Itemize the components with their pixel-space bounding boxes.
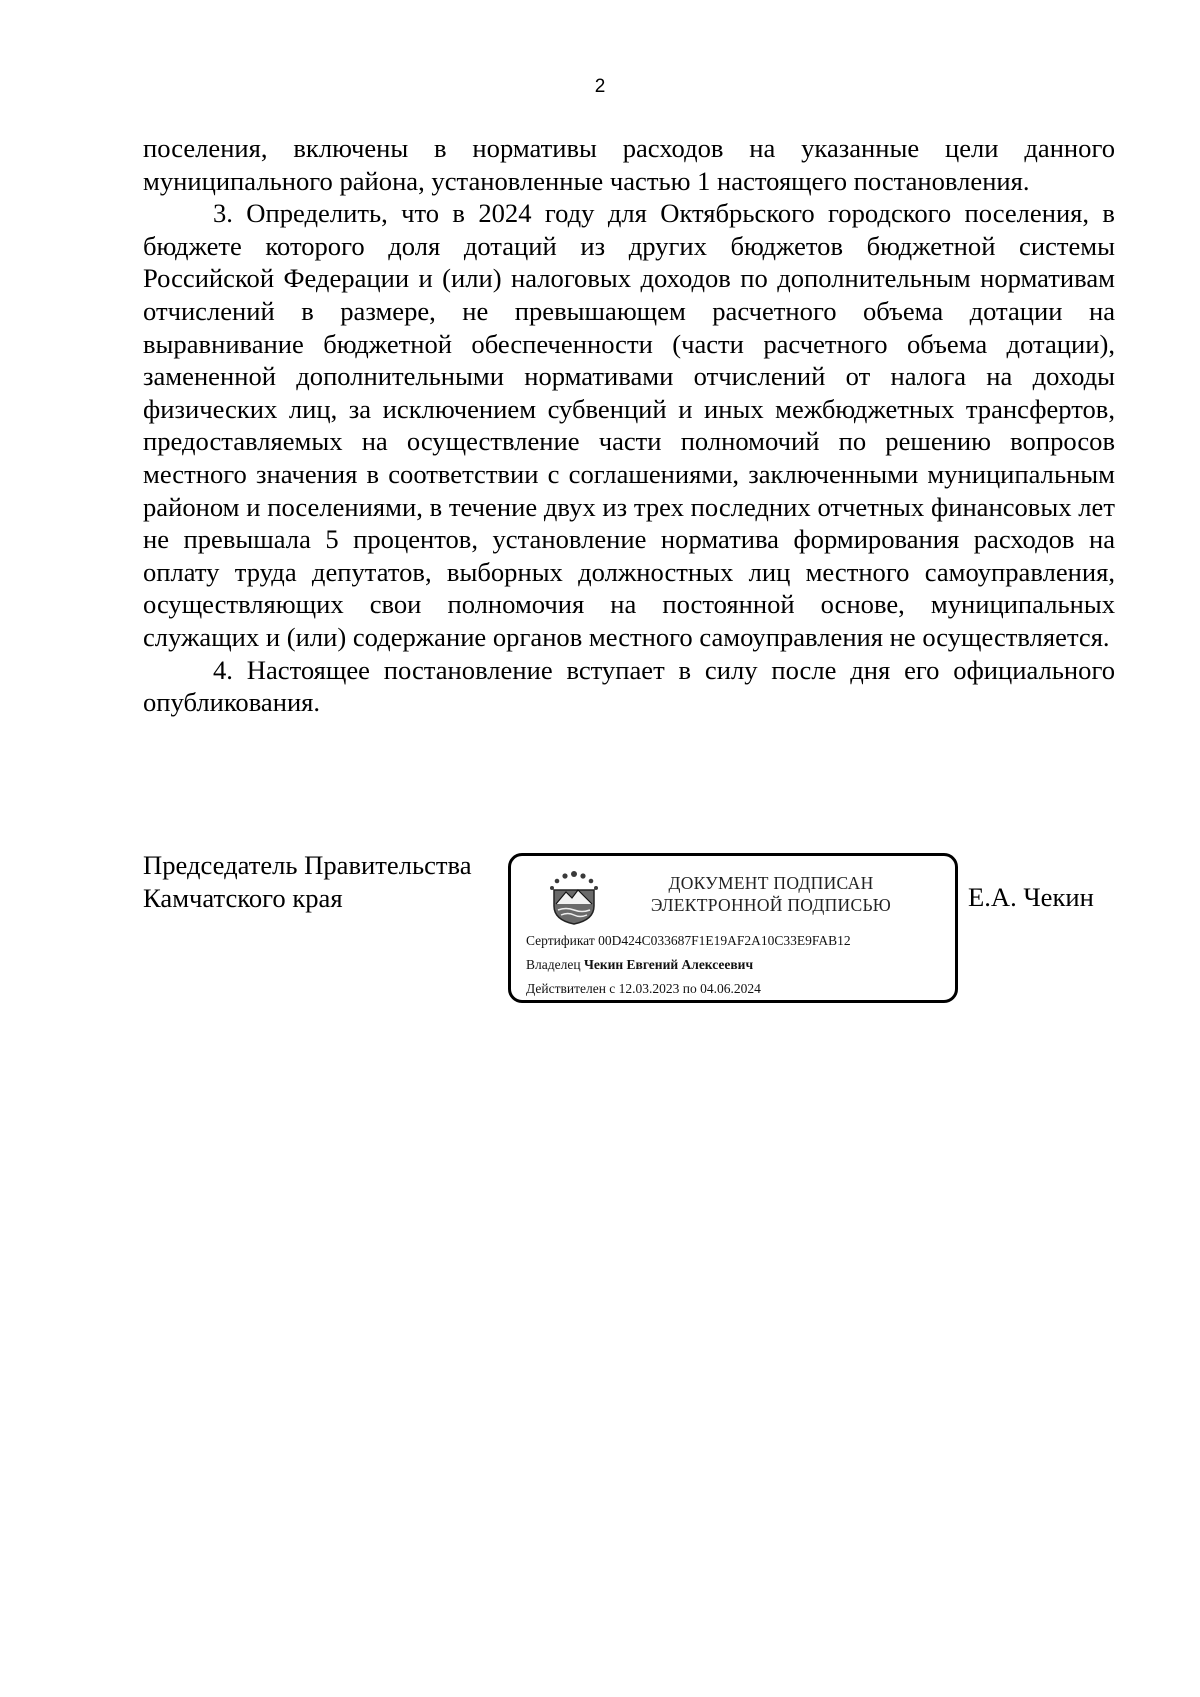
stamp-validity-row [526, 981, 761, 997]
stamp-heading [621, 872, 921, 916]
paragraph-continuation: поселения, включены в нормативы расходов на указанные цели данного муниципального района, установленные частью 1 настоящего постановления. [143, 133, 1115, 196]
stamp-owner-row [526, 957, 753, 973]
stamp-heading-line1: ДОКУМЕНТ ПОДПИСАН [668, 873, 874, 893]
paragraph-4: 4. Настоящее постановление вступает в силу после дня его официального опубликования. [143, 654, 1115, 718]
paragraph-3: 3. Определить, что в 2024 году для Октябрьского городского поселения, в бюджете которого доля дотаций из других бюджетов бюджетной системы Российской Федерации и (или) налоговых доходов по дополнительным нормативам отчислений в размере, не превышающем расчетного объема дотации на выравнивание бюджетной обеспеченности (части расчетного объема дотации), замененной дополнительными нормативами отчислений от налога на доходы физических лиц, за исключением субвенций и иных межбюджетных трансфертов, предоставляемых на осуществление части полномочий по решению вопросов местного значения в соответствии с соглашениями, заключенными муниципальным районом и поселениями, в течение двух из трех последних отчетных финансовых лет не превышала 5 процентов, установление норматива формирования расходов на оплату труда депутатов, выборных должностных лиц местного самоуправления, осуществляющих свои полномочия на постоянной основе, муниципальных служащих и (или) содержание органов местного самоуправления не осуществляется. [143, 198, 1115, 652]
kamchatka-coat-of-arms-icon [546, 868, 602, 926]
page-number: 2 [594, 76, 606, 97]
signer-position-line2: Камчатского края [143, 882, 343, 913]
signer-position-line1: Председатель Правительства [143, 850, 472, 880]
document-body [143, 132, 1115, 719]
signer-name: Е.А. Чекин [968, 882, 1094, 912]
stamp-certificate-row [526, 933, 851, 949]
valid-from: 12.03.2023 [618, 981, 680, 996]
electronic-signature-stamp [508, 853, 958, 1003]
owner-value: Чекин Евгений Алексеевич [583, 957, 754, 972]
signer-position [143, 849, 472, 914]
certificate-label: Сертификат [526, 933, 595, 948]
valid-label: Действителен с [526, 981, 616, 996]
valid-to: 04.06.2024 [700, 981, 761, 996]
valid-to-label: по [682, 981, 697, 996]
certificate-value: 00D424C033687F1E19AF2A10C33E9FAB12 [598, 933, 851, 948]
owner-label: Владелец [526, 957, 581, 972]
stamp-heading-line2: ЭЛЕКТРОННОЙ ПОДПИСЬЮ [650, 895, 892, 915]
